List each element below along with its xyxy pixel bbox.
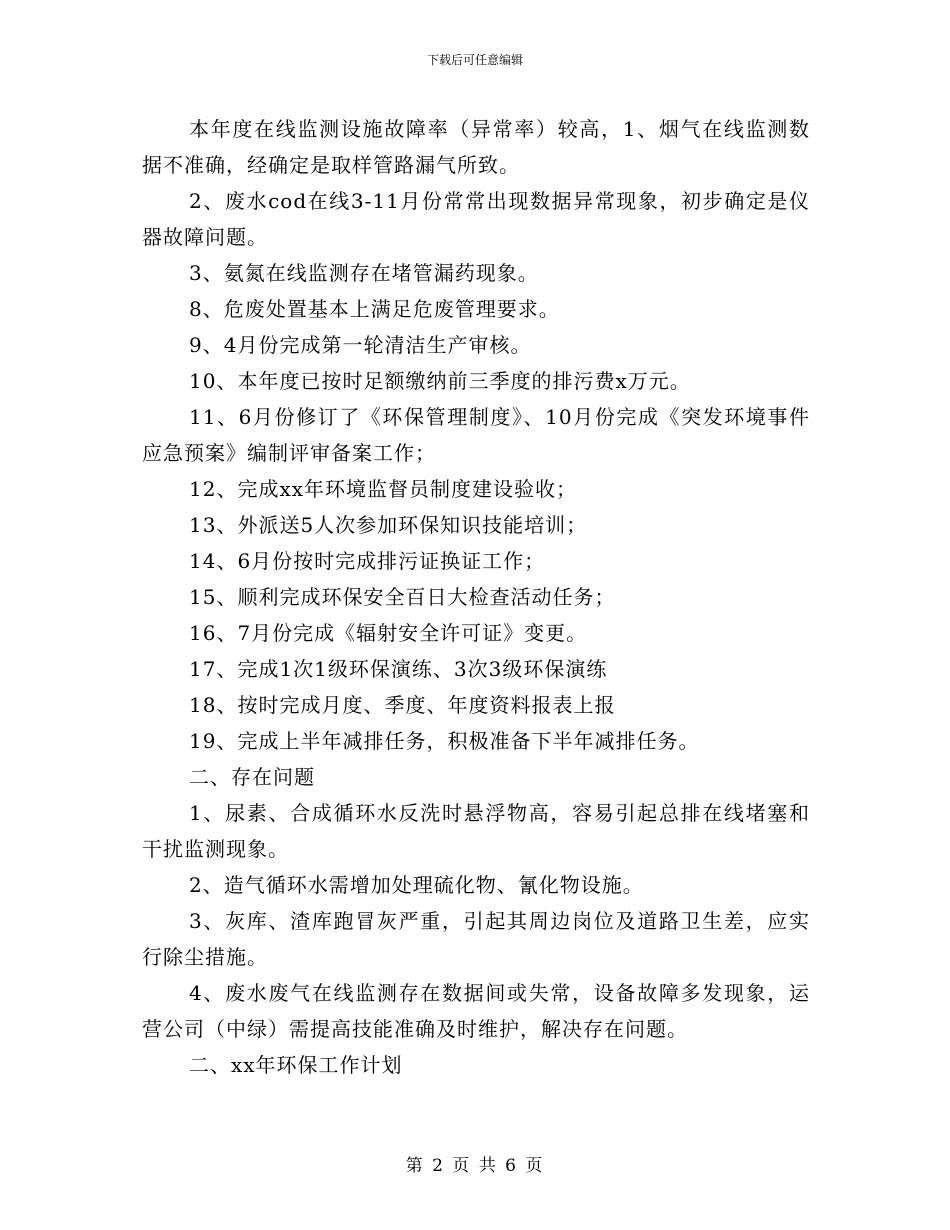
section-heading-plan: 二、xx年环保工作计划 bbox=[189, 1053, 403, 1077]
paragraph-inspection: 15、顺利完成环保安全百日大检查活动任务； bbox=[189, 585, 616, 609]
paragraph-problem-4: 4、废水废气在线监测存在数据间或失常，设备故障多发现象，运营公司（中绿）需提高技能准确及时维护，解决存在问题。 bbox=[142, 981, 810, 1041]
paragraph-cod-online: 2、废水cod在线3-11月份常常出现数据异常现象，初步确定是仪器故障问题。 bbox=[142, 189, 810, 249]
paragraph-training: 13、外派送5人次参加环保知识技能培训； bbox=[189, 513, 588, 537]
paragraph-problem-3: 3、灰库、渣库跑冒灰严重，引起其周边岗位及道路卫生差，应实行除尘措施。 bbox=[142, 909, 810, 969]
section-heading-problems: 二、存在问题 bbox=[189, 765, 315, 789]
paragraph-radiation-permit: 16、7月份完成《辐射安全许可证》变更。 bbox=[189, 621, 588, 645]
paragraph-hazardous-waste: 8、危废处置基本上满足危废管理要求。 bbox=[189, 297, 560, 321]
paragraph-clean-production: 9、4月份完成第一轮清洁生产审核。 bbox=[189, 333, 532, 357]
paragraph-supervisor-system: 12、完成xx年环境监督员制度建设验收； bbox=[189, 477, 578, 501]
paragraph-emission-reduction: 19、完成上半年减排任务，积极准备下半年减排任务。 bbox=[189, 729, 700, 753]
paragraph-fault-rate: 本年度在线监测设施故障率（异常率）较高，1、烟气在线监测数据不准确，经确定是取样管路漏气所致。 bbox=[142, 117, 810, 177]
paragraph-ammonia: 3、氨氮在线监测存在堵管漏药现象。 bbox=[189, 261, 539, 285]
page-header: 下载后可任意编辑 bbox=[426, 53, 523, 67]
paragraph-drills: 17、完成1次1级环保演练、3次3级环保演练 bbox=[189, 657, 608, 681]
page-footer: 第 2 页 共 6 页 bbox=[405, 1156, 545, 1176]
paragraph-pollution-fee: 10、本年度已按时足额缴纳前三季度的排污费x万元。 bbox=[189, 369, 691, 393]
document-body bbox=[142, 111, 810, 1083]
paragraph-problem-1: 1、尿素、合成循环水反洗时悬浮物高，容易引起总排在线堵塞和干扰监测现象。 bbox=[142, 801, 810, 861]
paragraph-problem-2: 2、造气循环水需增加处理硫化物、氰化物设施。 bbox=[189, 873, 644, 897]
paragraph-regulations: 11、6月份修订了《环保管理制度》、10月份完成《突发环境事件应急预案》编制评审备案工作； bbox=[142, 405, 810, 465]
paragraph-permit-renewal: 14、6月份按时完成排污证换证工作； bbox=[189, 549, 546, 573]
paragraph-reports: 18、按时完成月度、季度、年度资料报表上报 bbox=[189, 693, 616, 717]
